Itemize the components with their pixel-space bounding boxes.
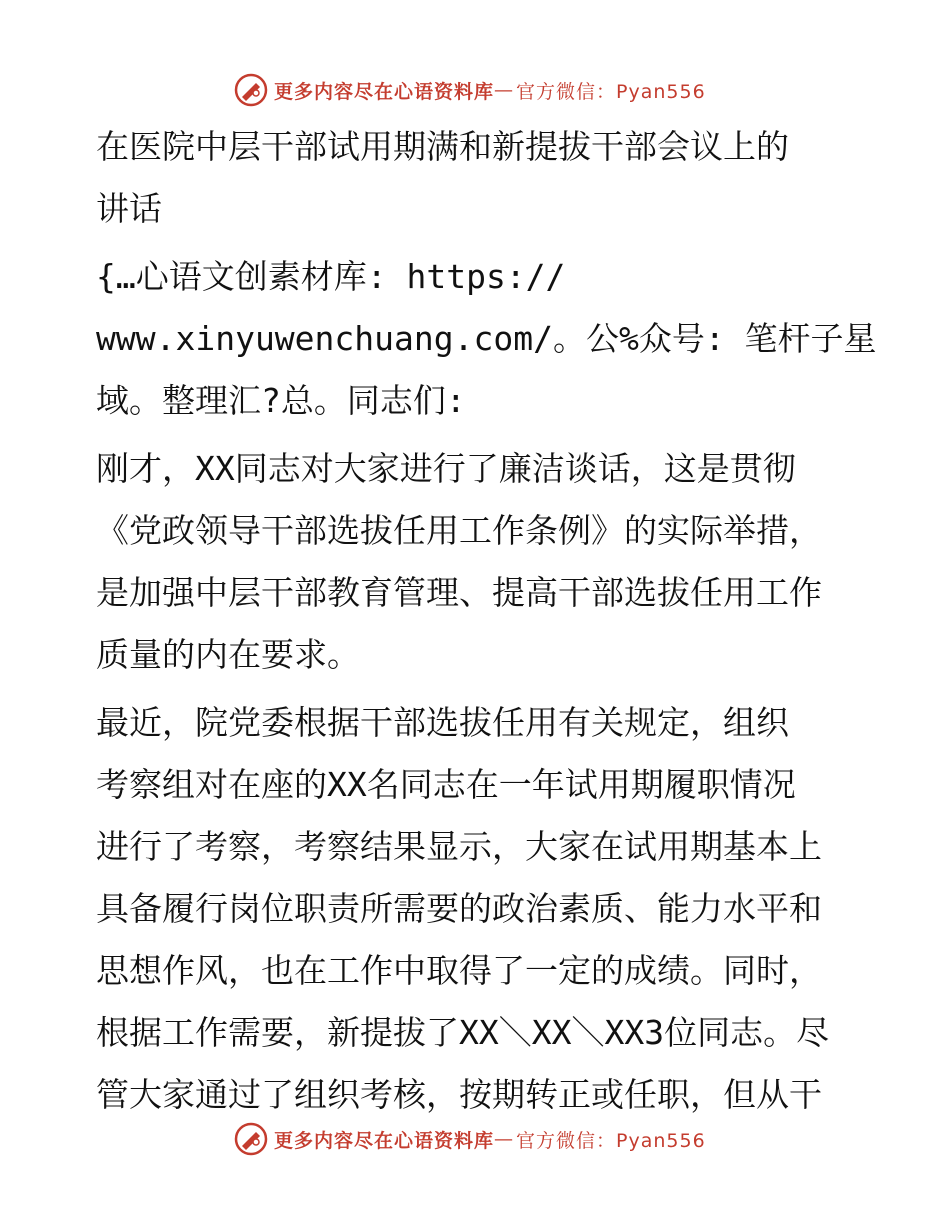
paragraph-line: 考察组对在座的XX名同志在一年试用期履职情况 <box>96 765 796 804</box>
paragraph-line: 思想作风，也在工作中取得了一定的成绩。同时， <box>96 951 822 990</box>
paragraph-line: 最近，院党委根据干部选拔任用有关规定，组织 <box>96 703 789 742</box>
paragraph-line: 质量的内在要求。 <box>96 635 360 674</box>
paragraph-1 <box>96 438 856 686</box>
watermark-text: 更多内容尽在心语资料库 <box>274 80 495 103</box>
paragraph-line: 刚才，XX同志对大家进行了廉洁谈话，这是贯彻 <box>96 449 796 488</box>
watermark-dash: — <box>494 79 515 101</box>
document-body <box>96 116 877 1126</box>
paragraph-line: 是加强中层干部教育管理、提高干部选拔任用工作 <box>96 573 822 612</box>
title-line: 在医院中层干部试用期满和新提拔干部会议上的 <box>96 127 789 166</box>
watermark-dash: — <box>494 1128 515 1150</box>
pen-logo-icon <box>234 73 268 107</box>
source-note <box>96 246 877 432</box>
watermark-wechat: 官方微信：Pyan556 <box>516 1129 706 1152</box>
paragraph-line: 具备履行岗位职责所需要的政治素质、能力水平和 <box>96 889 822 928</box>
source-line: {…心语文创素材库: https:// <box>96 257 566 296</box>
pen-logo-icon <box>234 1122 268 1156</box>
paragraph-line: 根据工作需要，新提拔了XX＼XX＼XX3位同志。尽 <box>96 1013 830 1052</box>
document-title <box>96 116 856 240</box>
footer-watermark <box>234 1121 706 1157</box>
header-watermark <box>234 72 706 108</box>
title-line: 讲话 <box>96 189 162 228</box>
paragraph-line: 进行了考察，考察结果显示，大家在试用期基本上 <box>96 827 822 866</box>
paragraph-line: 《党政领导干部选拔任用工作条例》的实际举措， <box>96 511 822 550</box>
paragraph-2 <box>96 692 856 1126</box>
source-line: www.xinyuwenchuang.com/。公%众号: 笔杆子星 <box>96 319 877 358</box>
paragraph-line: 管大家通过了组织考核，按期转正或任职，但从干 <box>96 1075 822 1114</box>
source-line: 域。整理汇?总。同志们: <box>96 381 466 420</box>
watermark-wechat: 官方微信：Pyan556 <box>516 80 706 103</box>
watermark-text: 更多内容尽在心语资料库 <box>274 1129 495 1152</box>
